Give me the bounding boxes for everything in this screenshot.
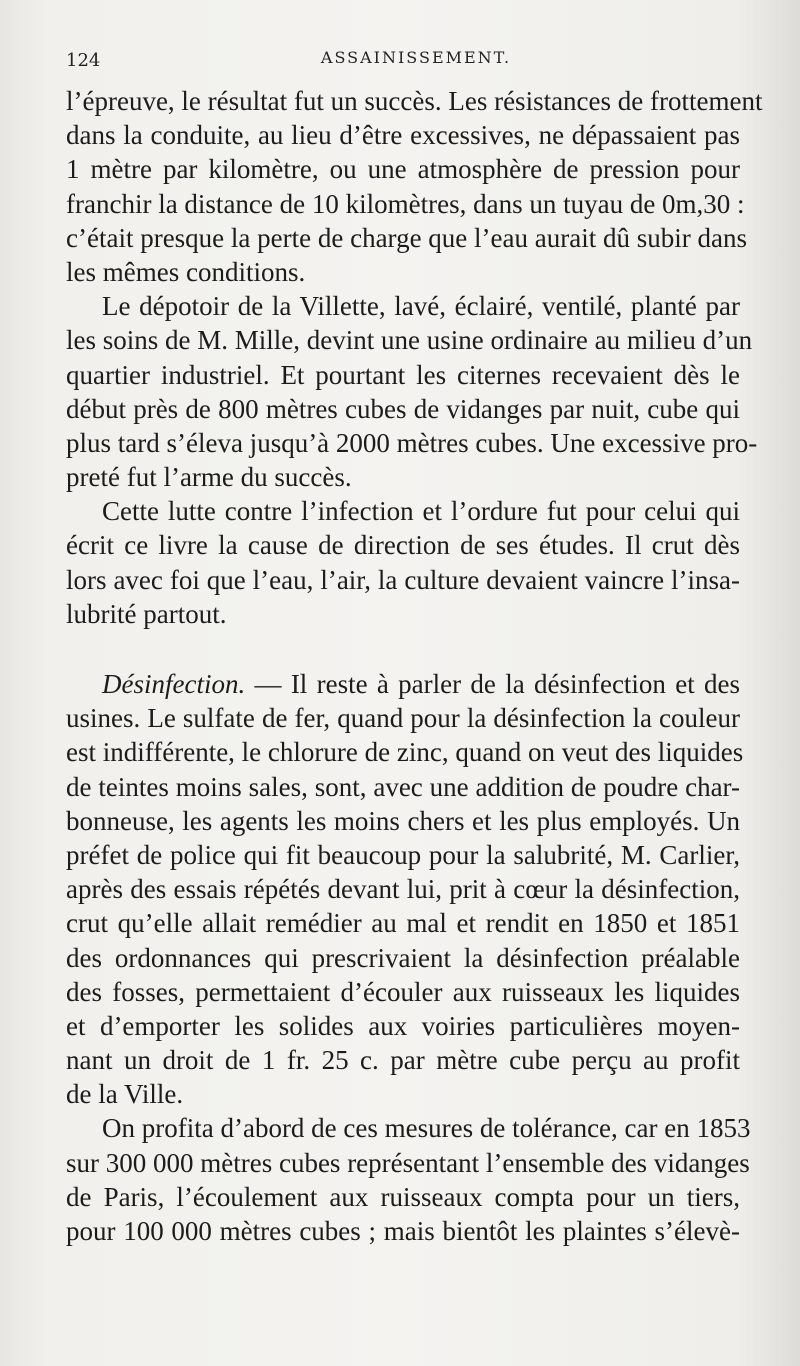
text-line: c’était presque la perte de charge que l’eau aurait dû subir dans (66, 222, 747, 253)
text-line: les mêmes conditions. (66, 256, 306, 287)
text-line: 1 mètre par kilomètre, ou une atmosphère de pression pour (66, 154, 740, 185)
text-line: et d’emporter les solides aux voiries particulières moyen- (66, 1010, 740, 1041)
text-line: crut qu’elle allait remédier au mal et rendit en 1850 et 1851 (66, 908, 740, 939)
text-line: des ordonnances qui prescrivaient la désinfection préalable (66, 942, 740, 973)
text-line: sur 300 000 mètres cubes représentant l’ensemble des vidanges (66, 1147, 750, 1178)
page-number: 124 (66, 50, 101, 71)
text-line: des fosses, permettaient d’écouler aux ruisseaux les liquides (66, 976, 740, 1007)
section-gap (66, 631, 740, 667)
text-line: Le dépotoir de la Villette, lavé, éclairé, ventilé, planté par (102, 291, 740, 322)
text-line: On profita d’abord de ces mesures de tolérance, car en 1853 (102, 1113, 751, 1144)
text-line: préfet de police qui fit beaucoup pour la salubrité, M. Carlier, (66, 839, 740, 870)
text-line: lubrité partout. (66, 598, 227, 629)
text-line: usines. Le sulfate de fer, quand pour la désinfection la couleur (66, 703, 740, 734)
text-line: plus tard s’éleva jusqu’à 2000 mètres cubes. Une excessive pro- (66, 427, 758, 458)
text-line: les soins de M. Mille, devint une usine ordinaire au milieu d’un (66, 325, 753, 356)
section-heading-line (66, 667, 740, 701)
body-text (66, 84, 763, 1248)
text-line: dans la conduite, au lieu d’être excessives, ne dépassaient pas (66, 120, 740, 151)
text-line: lors avec foi que l’eau, l’air, la culture devaient vaincre l’insa- (66, 564, 740, 595)
text-line: Cette lutte contre l’infection et l’ordure fut pour celui qui (102, 496, 740, 527)
section-heading: Désinfection. (102, 669, 246, 699)
text-line: bonneuse, les agents les moins chers et les plus employés. Un (66, 805, 740, 836)
text-line: est indifférente, le chlorure de zinc, quand on veut des liquides (66, 737, 744, 768)
text-line: après des essais répétés devant lui, prit à cœur la désinfection, (66, 874, 740, 905)
text-line: de la Ville. (66, 1079, 184, 1110)
text-line: nant un droit de 1 fr. 25 c. par mètre cube perçu au profit (66, 1045, 740, 1076)
text-line: quartier industriel. Et pourtant les citernes recevaient dès le (66, 359, 740, 390)
text-line: franchir la distance de 10 kilomètres, dans un tuyau de 0m,30 : (66, 188, 745, 219)
text-line: pour 100 000 mètres cubes ; mais bientôt les plaintes s’élevè- (66, 1216, 740, 1246)
section-heading-text: — Il reste à parler de la désinfection et des (245, 669, 740, 699)
text-line: début près de 800 mètres cubes de vidanges par nuit, cube qui (66, 393, 740, 424)
text-line: de teintes moins sales, sont, avec une addition de poudre char- (66, 771, 740, 802)
page-header (66, 46, 736, 76)
text-line: écrit ce livre la cause de direction de ses études. Il crut dès (66, 530, 740, 561)
text-line: preté fut l’arme du succès. (66, 462, 352, 493)
running-title: ASSAINISSEMENT. (320, 48, 512, 67)
text-line: de Paris, l’écoulement aux ruisseaux compta pour un tiers, (66, 1181, 740, 1212)
text-line: l’épreuve, le résultat fut un succès. Les résistances de frottement (66, 86, 763, 116)
